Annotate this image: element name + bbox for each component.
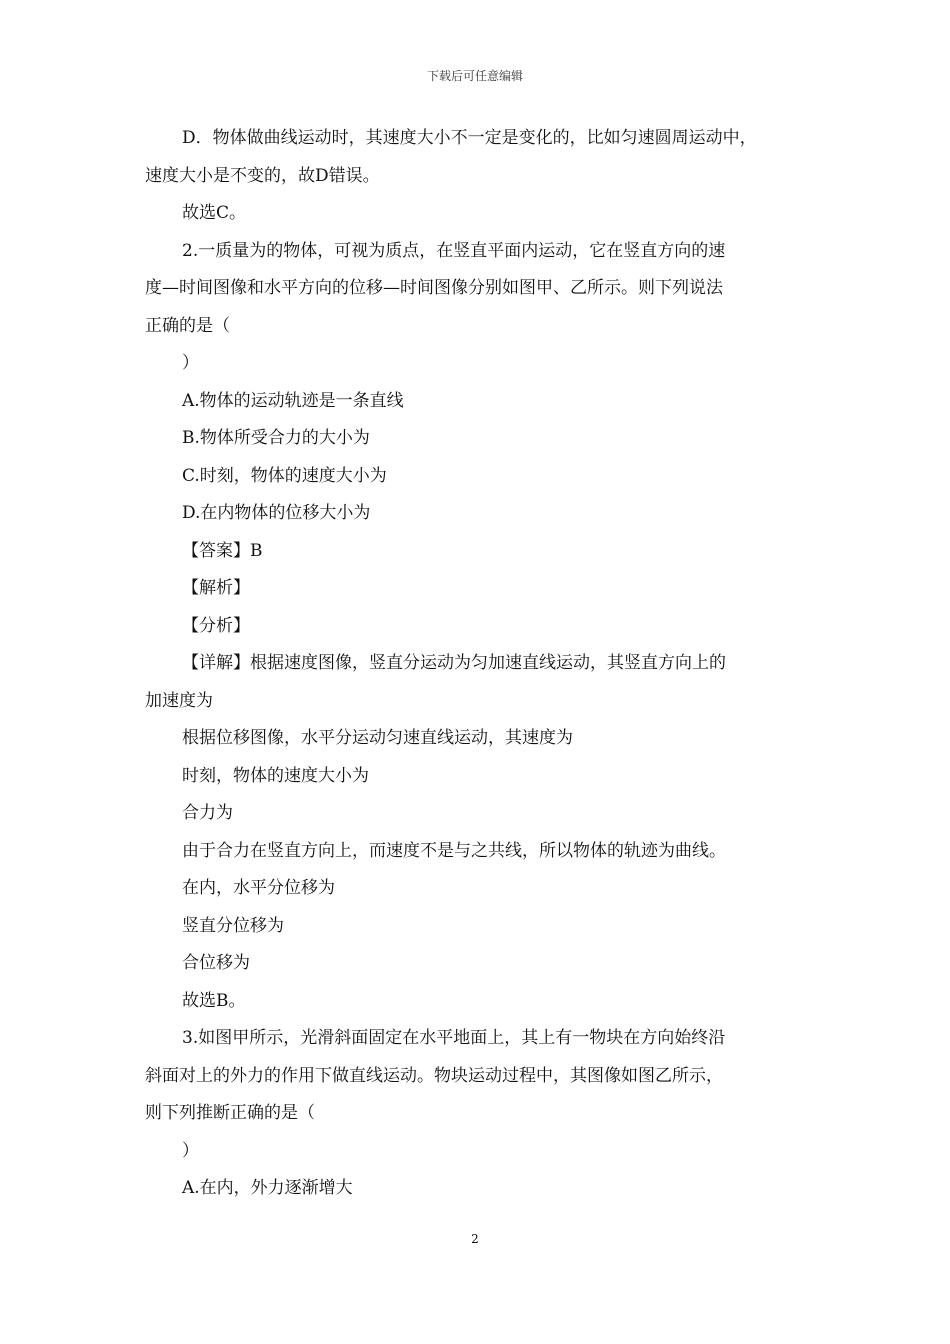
detailed-explanation-line: 根据位移图像，水平分运动匀速直线运动，其速度为 (182, 728, 573, 748)
paragraph-line: 故选C。 (182, 203, 247, 223)
page-number: 2 (471, 1232, 479, 1246)
paragraph-line: 速度大小是不变的，故D错误。 (145, 165, 380, 186)
question-2-stem-line: ） (182, 353, 199, 373)
detailed-explanation-line: 合力为 (182, 803, 233, 823)
answer-label: 【答案】B (182, 540, 263, 561)
detailed-explanation-line: 时刻，物体的速度大小为 (182, 765, 369, 786)
detailed-explanation-line: 故选B。 (182, 990, 246, 1011)
question-3-stem-line: 斜面对上的外力的作用下做直线运动。物块运动过程中，其图像如图乙所示， (145, 1065, 723, 1086)
option-d: D.在内物体的位移大小为 (182, 503, 371, 523)
analysis-label: 【解析】 (182, 578, 250, 598)
question-2-stem-line: 度—时间图像和水平方向的位移—时间图像分别如图甲、乙所示。则下列说法 (145, 278, 723, 298)
option-c: C.时刻，物体的速度大小为 (182, 465, 387, 486)
question-2-stem-line: 正确的是（ (145, 315, 230, 336)
analysis-sub-label: 【分析】 (182, 615, 250, 636)
option-b: B.物体所受合力的大小为 (182, 428, 370, 448)
question-3-stem-line: ） (182, 1140, 199, 1161)
detailed-explanation-line: 在内，水平分位移为 (182, 878, 335, 898)
detailed-explanation-line: 由于合力在竖直方向上，而速度不是与之共线，所以物体的轨迹为曲线。 (182, 840, 726, 861)
document-body (145, 120, 815, 1208)
detailed-explanation-line: 加速度为 (145, 690, 213, 711)
option-a: A.在内，外力逐渐增大 (182, 1178, 353, 1198)
detailed-explanation-line: 竖直分位移为 (182, 915, 284, 936)
question-3-stem-line: 则下列推断正确的是（ (145, 1103, 315, 1123)
question-3-stem-line: 3.如图甲所示，光滑斜面固定在水平地面上，其上有一物块在方向始终沿 (182, 1028, 726, 1048)
detailed-explanation-line: 【详解】根据速度图像，竖直分运动为匀加速直线运动，其竖直方向上的 (182, 653, 726, 673)
page-header: 下载后可任意编辑 (426, 69, 523, 83)
detailed-explanation-line: 合位移为 (182, 953, 250, 973)
option-a: A.物体的运动轨迹是一条直线 (182, 390, 404, 411)
question-2-stem-line: 2.一质量为的物体，可视为质点，在竖直平面内运动，它在竖直方向的速 (182, 240, 726, 261)
paragraph-line: D．物体做曲线运动时，其速度大小不一定是变化的，比如匀速圆周运动中， (182, 128, 757, 148)
